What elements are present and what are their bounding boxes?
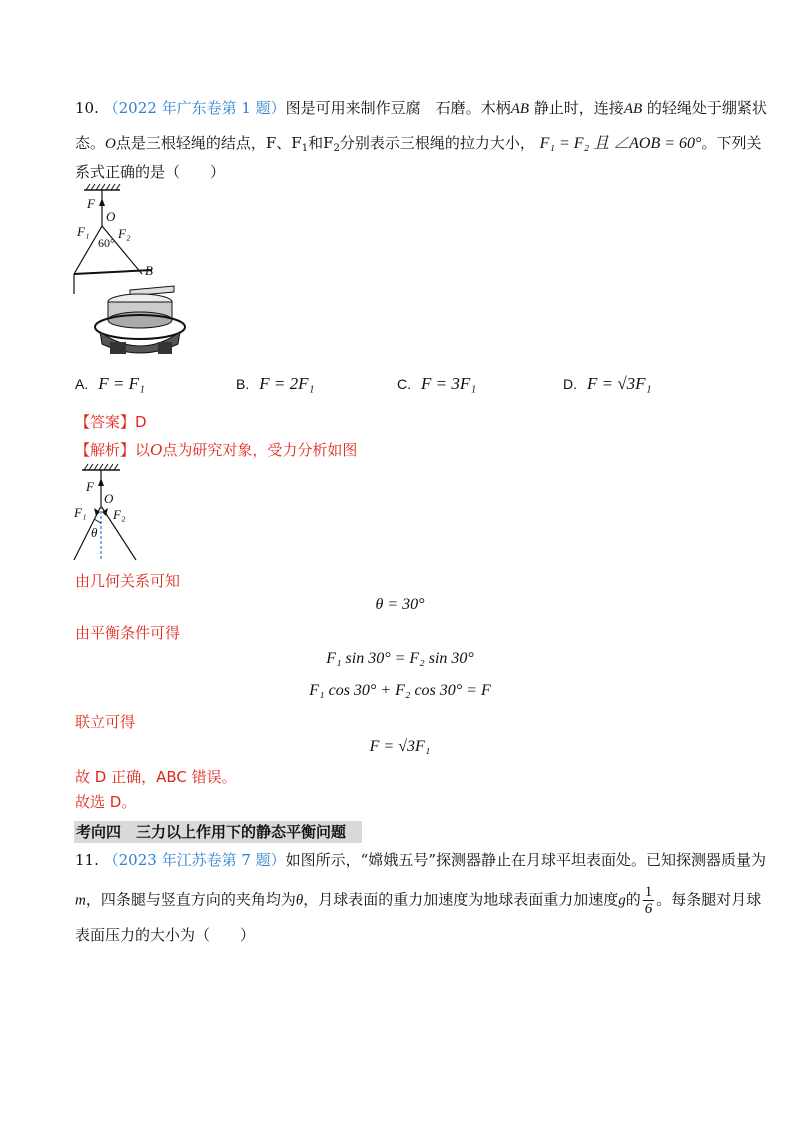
q10-line2-d: 分别表示三根绳的拉力大小， bbox=[339, 134, 535, 152]
option-c-label: C. bbox=[397, 376, 411, 392]
option-b-label: B. bbox=[236, 376, 250, 392]
q11-line2-c: 的 bbox=[625, 890, 641, 909]
joint-text: 联立可得 bbox=[75, 713, 136, 731]
geo-text: 由几何关系可知 bbox=[75, 572, 181, 590]
q10-line2-e: 。下列关 bbox=[701, 134, 762, 152]
fig2-label-o: O bbox=[104, 491, 114, 506]
fig2-label-f: F bbox=[86, 479, 94, 494]
q11-line-3: 表面压力的大小为（ ） bbox=[75, 926, 256, 944]
q10-ab2: AB bbox=[623, 101, 643, 117]
q10-line1-end: 的轻绳处于绷紧状 bbox=[646, 99, 767, 117]
fig1-label-f2: F₂ bbox=[118, 226, 131, 241]
q11-m: m bbox=[75, 892, 86, 909]
q10-line2-c: 和F bbox=[308, 134, 334, 152]
q10-line2-a: 态。 bbox=[75, 134, 106, 152]
option-b-expr: F = 2F₁ bbox=[259, 374, 315, 393]
q11-g: g bbox=[618, 892, 626, 909]
q11-line2-d: 。每条腿对月球 bbox=[656, 890, 762, 909]
option-d-expr: F = √3F₁ bbox=[587, 374, 652, 393]
fig2-label-f1: F₁ bbox=[74, 505, 87, 520]
q11-line-2 bbox=[75, 884, 761, 917]
q10-point-o: O bbox=[105, 136, 116, 152]
equation-result: F = √3F₁ bbox=[369, 738, 431, 755]
q11-theta: θ bbox=[295, 892, 304, 909]
equation-sin: F₁ sin 30° = F₂ sin 30° bbox=[326, 650, 474, 667]
q10-line2-b: 点是三根轻绳的结点，F、F bbox=[115, 134, 302, 152]
fig2-label-theta: θ bbox=[91, 525, 98, 540]
q10-line-1 bbox=[75, 98, 767, 119]
section-heading: 考向四 三力以上作用下的静态平衡问题 bbox=[74, 821, 362, 843]
fraction-one-sixth bbox=[643, 884, 655, 917]
fig1-label-o: O bbox=[106, 209, 116, 224]
q11-number: 11. bbox=[75, 851, 99, 869]
answer-prefix: 【答案】 bbox=[75, 413, 136, 431]
fig1-label-f1: F₁ bbox=[77, 224, 90, 239]
equation-theta: θ = 30° bbox=[375, 596, 425, 613]
fig1-label-f: F bbox=[87, 196, 95, 211]
analysis-text-b: 点为研究对象，受力分析如图 bbox=[162, 441, 358, 459]
q10-line-2: 态。O点是三根轻绳的结点，F、$F_1$和$F_2$分别表示三根绳的拉力大小， F₁ = F₂ 且 ∠AOB = 60°。下列关 bbox=[75, 134, 762, 154]
q10-line1-text: 图是可用来制作豆腐 石磨。木柄 bbox=[285, 99, 511, 117]
q11-line2-b: ，月球表面的重力加速度为地球表面重力加速度 bbox=[303, 890, 619, 909]
fig1-label-angle: 60° bbox=[98, 236, 115, 250]
option-c-expr: F = 3F₁ bbox=[421, 374, 477, 393]
analysis-prefix: 【解析】 bbox=[75, 441, 136, 459]
analysis-text-a: 以 bbox=[135, 441, 151, 459]
balance-text: 由平衡条件可得 bbox=[75, 624, 181, 642]
fraction-numerator: 1 bbox=[644, 884, 653, 900]
fig1-label-b: B bbox=[145, 263, 153, 278]
q10-number: 10. bbox=[75, 99, 99, 117]
option-d[interactable] bbox=[563, 374, 651, 394]
answer-line bbox=[75, 412, 147, 432]
q10-source: （2022 年广东卷第 1 题） bbox=[103, 99, 286, 117]
option-a[interactable] bbox=[75, 374, 145, 394]
equation-cos: F₁ cos 30° + F₂ cos 30° = F bbox=[309, 682, 491, 699]
q11-line2-a: ，四条腿与竖直方向的夹角均为 bbox=[85, 890, 296, 909]
answer-value: D bbox=[135, 413, 147, 431]
option-a-expr: F = F₁ bbox=[98, 374, 145, 393]
q11-line1-text: 如图所示，“嫦娥五号”探测器静止在月球平坦表面处。已知探测器质量为 bbox=[285, 851, 767, 869]
q11-line-1 bbox=[75, 850, 766, 870]
analysis-point-o: O bbox=[150, 440, 163, 459]
q10-line-3: 系式正确的是（ ） bbox=[75, 163, 226, 181]
q10-line1-mid: 静止时，连接 bbox=[533, 99, 624, 117]
choice-text: 故选 D。 bbox=[75, 793, 137, 811]
option-a-label: A. bbox=[75, 376, 89, 392]
option-d-label: D. bbox=[563, 376, 577, 392]
fraction-denominator: 6 bbox=[644, 901, 653, 917]
analysis-line bbox=[75, 440, 357, 460]
q10-ab: AB bbox=[510, 101, 530, 117]
q11-source: （2023 年江苏卷第 7 题） bbox=[103, 851, 286, 869]
fig2-label-f2: F₂ bbox=[113, 507, 126, 522]
conclusion-text: 故 D 正确，ABC 错误。 bbox=[75, 768, 237, 786]
option-b[interactable] bbox=[236, 374, 314, 394]
q10-condition: F₁ = F₂ 且 ∠AOB = 60° bbox=[539, 135, 702, 152]
option-c[interactable] bbox=[397, 374, 476, 394]
